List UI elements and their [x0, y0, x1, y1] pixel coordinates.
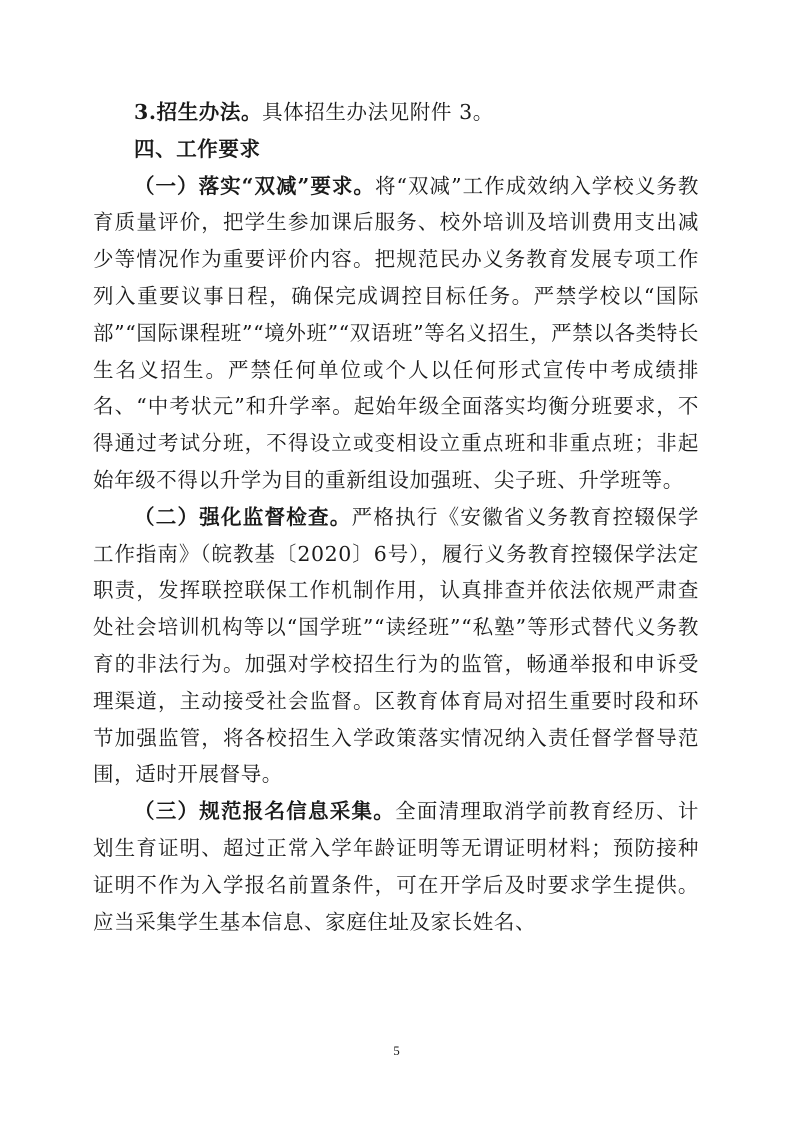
paragraph-double-reduction	[93, 168, 699, 499]
paragraph-lead: （一）落实“双减”要求。	[134, 173, 375, 198]
paragraph-lead: 3.招生办法。	[134, 100, 263, 124]
paragraph-supervision	[93, 499, 699, 793]
paragraph-admission-method	[93, 94, 699, 131]
paragraph-registration-info	[93, 793, 699, 940]
section-heading-work-requirements	[93, 131, 699, 168]
paragraph-text: 严格执行《安徽省义务教育控辍保学工作指南》（皖教基〔2020〕6号），履行义务教育控辍保学法定职责，发挥联控联保工作机制作用，认真排查并依法依规严肃查处社会培训机构等以“国学班”“读经班”“私塾”等形式替代义务教育的非法行为。加强对学校招生行为的监管，畅通举报和申诉受理渠道，主动接受社会监督。区教育体育局对招生重要时段和环节加强监管，将各校招生入学政策落实情况纳入责任督学督导范围，适时开展督导。	[93, 504, 699, 787]
paragraph-text: 将“双减”工作成效纳入学校义务教育质量评价，把学生参加课后服务、校外培训及培训费用支出减少等情况作为重要评价内容。把规范民办义务教育发展专项工作列入重要议事日程，确保完成调控目标任务。严禁学校以“国际部”“国际课程班”“境外班”“双语班”等名义招生，严禁以各类特长生名义招生。严禁任何单位或个人以任何形式宣传中考成绩排名、“中考状元”和升学率。起始年级全面落实均衡分班要求，不得通过考试分班，不得设立或变相设立重点班和非重点班；非起始年级不得以升学为目的重新组设加强班、尖子班、升学班等。	[93, 173, 699, 492]
paragraph-lead: （二）强化监督检查。	[134, 504, 352, 529]
paragraph-text: 具体招生办法见附件 3。	[262, 100, 494, 124]
paragraph-lead: （三）规范报名信息采集。	[134, 799, 396, 824]
page-number: 5	[393, 1043, 400, 1058]
document-body	[93, 94, 699, 940]
heading-text: 四、工作要求	[134, 136, 261, 161]
paragraph-text: 全面清理取消学前教育经历、计划生育证明、超过正常入学年龄证明等无谓证明材料；预防接种证明不作为入学报名前置条件，可在开学后及时要求学生提供。应当采集学生基本信息、家庭住址及家长姓名、	[93, 799, 700, 934]
